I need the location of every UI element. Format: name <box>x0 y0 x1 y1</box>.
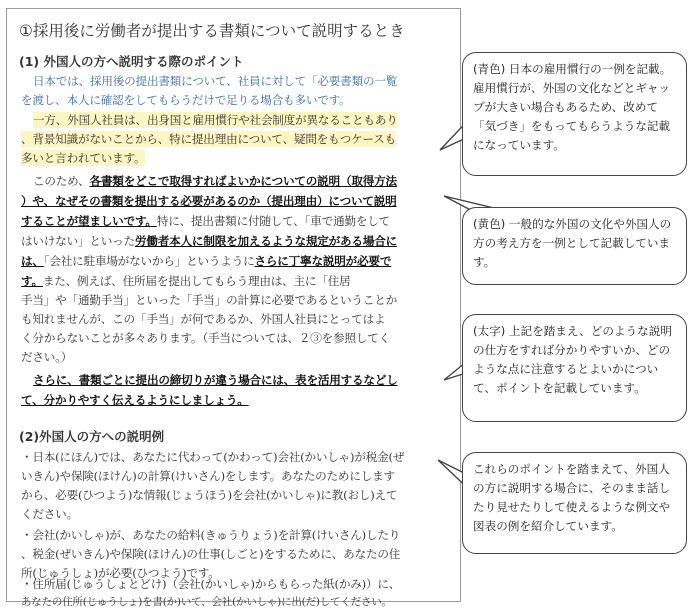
example-line: いきん)や保険(ほけん)の計算(けいさん)をします。あなたのためにします <box>21 469 395 483</box>
paragraph-blue-line: 日本では、採用後の提出書類について、社員に対して「必要書類の一覧 <box>33 74 398 88</box>
paragraph-line: このため、各書類をどこで取得すればよいかについての説明（取得方法 <box>33 174 397 188</box>
example-line: 所(じゅうしょ)が必要(ひつよう)です。 <box>21 566 220 580</box>
paragraph-blue-line: を渡し、本人に確認をしてもらうだけで足りる場合も多いです。 <box>21 93 351 107</box>
page-title: ①採用後に労働者が提出する書類について説明するとき <box>19 22 405 40</box>
callout-example-note: これらのポイントを踏まえて、外国人の方に説明する場合に、そのまま話したり見せたりして使えるような例文や図表の例を紹介しています。 <box>462 452 687 554</box>
example-line: ください。 <box>21 507 78 521</box>
paragraph-bold-line: て、分かりやすく伝えるようにしましょう。 <box>21 393 249 407</box>
paragraph-yellow-line: 一方、外国人社員は、出身国と雇用慣行や社会制度が異なることもあり <box>33 113 398 127</box>
example-line: あなたの住所(じゅうしょ)を書(か)いて、会社(かいしゃ)に出(だ)してください。 <box>21 596 392 608</box>
example-line: から、必要(ひつよう)な情報(じょうほう)を会社(かいしゃ)に教(おし)えて <box>21 488 398 502</box>
callout-blue-note: (青色) 日本の雇用慣行の一例を記載。雇用慣行が、外国の文化などとギャップが大きい場合もあるため、改めて「気づき」をもってもらうような記載になっています。 <box>462 52 687 176</box>
paragraph-line: はいけない」といった労働者本人に制限を加えるような規定がある場合に <box>21 234 398 248</box>
paragraph-line: ださい。） <box>21 350 73 364</box>
callout-bold-note: (太字) 上記を踏まえ、どのような説明の仕方をすれば分かりやすいか、どのような点に注意するとよいかについて、ポイントを記載しています。 <box>462 314 687 422</box>
paragraph-yellow-line: 多いと言われています。 <box>21 151 146 165</box>
callout-yellow-note: (黄色) 一般的な外国の文化や外国人の方の考え方を一例として記載しています。 <box>462 207 687 285</box>
paragraph-line: することが望ましいです。特に、提出書類に付随して、「車で通勤をして <box>21 214 391 228</box>
paragraph-line: 手当」や「通勤手当」といった「手当」の計算に必要であるということか <box>21 293 397 307</box>
example-line: ・住所届(じゅうしょとどけ)（会社(かいしゃ)からもらった紙(かみ)）に、 <box>21 577 401 591</box>
section-heading-1: (1) 外国人の方へ説明する際のポイント <box>19 54 244 69</box>
paragraph-line: も知れませんが、この「手当」が何であるか、外国人社員にとってはよ <box>21 312 386 326</box>
example-line: ・日本(にほん)では、あなたに代わって(かわって)会社(かいしゃ)が税金(ぜ <box>21 450 405 464</box>
section-heading-2: (2)外国人の方への説明例 <box>19 429 165 444</box>
paragraph-line: ）や、なぜその書類を提出する必要があるのか（提出理由）について説明 <box>21 194 397 208</box>
paragraph-bold-line: さらに、書類ごとに提出の締切りが違う場合には、表を活用するなどし <box>33 373 398 387</box>
paragraph-line: く分からないことが多々あります。（手当については、２③を参照してく <box>21 331 391 345</box>
paragraph-yellow-line: 、背景知識がないことから、特に提出理由について、疑問をもつケースも <box>21 132 396 146</box>
paragraph-line: は、「会社に駐車場がないから」というようにさらに丁寧な説明が必要で <box>21 254 392 268</box>
paragraph-line: す。また、例えば、住所届を提出してもらう理由は、主に「住居 <box>21 274 351 288</box>
example-line: 、税金(ぜいきん)や保険(ほけん)の仕事(しごと)をするために、あなたの住 <box>21 547 401 561</box>
example-line: ・会社(かいしゃ)が、あなたの給料(きゅうりょう)を計算(けいさん)したり <box>21 528 401 542</box>
